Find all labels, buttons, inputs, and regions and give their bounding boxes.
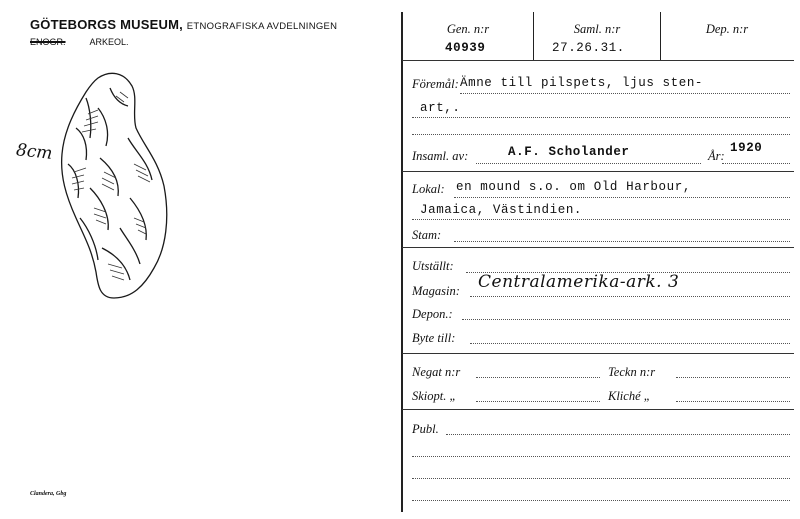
negat-dotted	[476, 377, 600, 378]
stone-artefact-drawing	[40, 68, 190, 308]
lokal-line-2: Jamaica, Västindien.	[420, 203, 583, 217]
byte-label: Byte till:	[412, 331, 456, 345]
printer-mark: Clandera, Gbg	[30, 491, 67, 497]
department-line	[30, 37, 129, 47]
kliche-label: Kliché „	[608, 389, 651, 403]
insaml-value: A.F. Scholander	[508, 145, 630, 159]
publ-dotted-2	[412, 456, 790, 457]
depon-dotted	[462, 319, 790, 320]
department-active: ARKEOL.	[89, 37, 129, 47]
insaml-label: Insaml. av:	[412, 149, 469, 163]
header-bottom-rule	[402, 60, 794, 61]
teckn-label: Teckn n:r	[608, 365, 656, 379]
depon-label: Depon.:	[412, 307, 453, 321]
stam-dotted	[454, 241, 790, 242]
storage-bottom-rule	[402, 353, 794, 354]
publ-label: Publ.	[412, 422, 439, 436]
publ-dotted-1	[446, 434, 790, 435]
skiopt-label: Skiopt. „	[412, 389, 457, 403]
foremal-dotted-3	[412, 134, 790, 135]
photo-bottom-rule	[402, 409, 794, 410]
year-dotted	[722, 163, 790, 164]
year-label: År:	[708, 149, 725, 163]
skiopt-dotted	[476, 401, 600, 402]
year-value: 1920	[730, 141, 763, 155]
insaml-bottom-rule	[402, 171, 794, 172]
foremal-line-2: art,.	[420, 101, 461, 115]
lokal-dotted-2	[412, 219, 790, 220]
negat-label: Negat n:r	[412, 365, 461, 379]
foremal-label: Föremål:	[412, 77, 459, 91]
card-left-border	[401, 12, 403, 512]
foremal-dotted-2	[412, 117, 790, 118]
museum-header	[30, 17, 337, 32]
stam-label: Stam:	[412, 228, 442, 242]
foremal-line-1: Ämne till pilspets, ljus sten-	[460, 76, 704, 90]
foremal-dotted-1	[460, 93, 790, 94]
utstallt-label: Utställt:	[412, 259, 454, 273]
size-note: 8cm	[15, 140, 54, 164]
magasin-label: Magasin:	[412, 284, 460, 298]
header-divider-2	[660, 12, 661, 60]
gen-number-label: Gen. n:r	[446, 22, 490, 36]
magasin-dotted	[470, 296, 790, 297]
lokal-label: Lokal:	[412, 182, 445, 196]
insaml-dotted	[476, 163, 701, 164]
magasin-value: Centralamerika-ark. 3	[478, 272, 680, 292]
saml-number-value: 27.26.31.	[552, 41, 625, 55]
saml-number-label: Saml. n:r	[573, 22, 621, 36]
publ-dotted-3	[412, 478, 790, 479]
lokal-line-1: en mound s.o. om Old Harbour,	[456, 180, 691, 194]
kliche-dotted	[676, 401, 790, 402]
teckn-dotted	[676, 377, 790, 378]
dep-number-label: Dep. n:r	[705, 22, 749, 36]
lokal-dotted-1	[454, 197, 790, 198]
byte-dotted	[470, 343, 790, 344]
museum-subtitle: ETNOGRAFISKA AVDELNINGEN	[186, 21, 338, 32]
gen-number-value: 40939	[445, 41, 486, 55]
department-struck: ENOGR.	[30, 37, 66, 47]
museum-name: GÖTEBORGS MUSEUM,	[30, 17, 183, 32]
publ-dotted-4	[412, 500, 790, 501]
lokal-bottom-rule	[402, 247, 794, 248]
header-divider-1	[533, 12, 534, 60]
